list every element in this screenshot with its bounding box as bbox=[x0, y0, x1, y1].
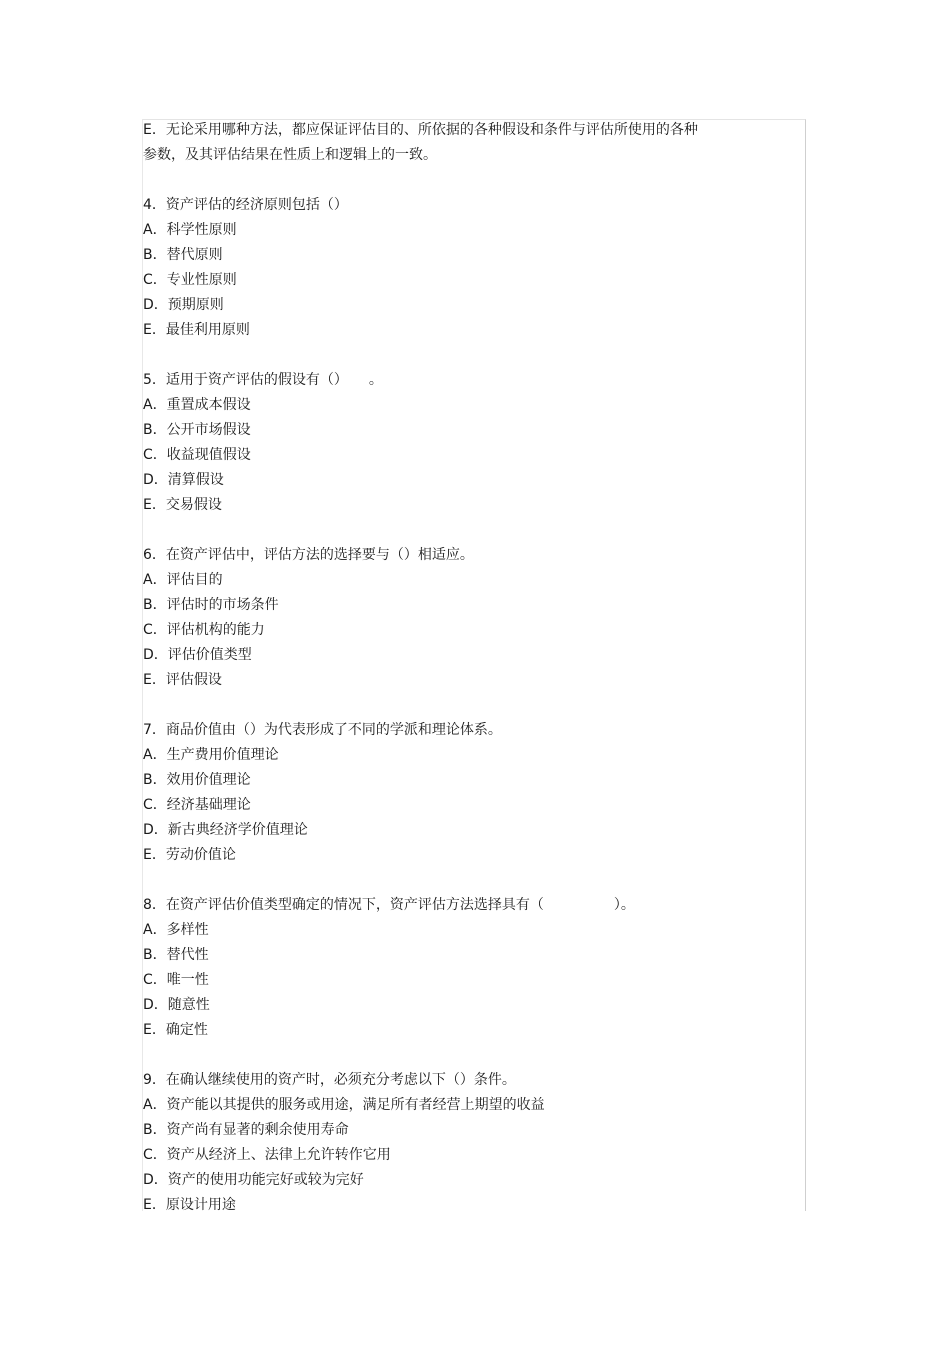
question-stem: 7．商品价值由（）为代表形成了不同的学派和理论体系。 bbox=[143, 722, 502, 738]
option-c: C．唯一性 bbox=[143, 972, 209, 988]
option-a: A．重置成本假设 bbox=[143, 397, 251, 413]
option-e: E．最佳利用原则 bbox=[143, 322, 250, 338]
option-d: D．清算假设 bbox=[143, 472, 224, 488]
option-a: A．多样性 bbox=[143, 922, 209, 938]
option-e: E．原设计用途 bbox=[143, 1197, 236, 1213]
option-e: E．确定性 bbox=[143, 1022, 208, 1038]
question-4 bbox=[143, 193, 783, 343]
option-c: C．资产从经济上、法律上允许转作它用 bbox=[143, 1147, 391, 1163]
option-b: B．公开市场假设 bbox=[143, 422, 251, 438]
option-d: D．随意性 bbox=[143, 997, 210, 1013]
option-e: E．劳动价值论 bbox=[143, 847, 236, 863]
option-b: B．资产尚有显著的剩余使用寿命 bbox=[143, 1122, 349, 1138]
option-d: D．新古典经济学价值理论 bbox=[143, 822, 308, 838]
option-b: B．评估时的市场条件 bbox=[143, 597, 279, 613]
document-body bbox=[143, 118, 783, 1218]
option-a: A．资产能以其提供的服务或用途，满足所有者经营上期望的收益 bbox=[143, 1097, 545, 1113]
option-c: C．经济基础理论 bbox=[143, 797, 251, 813]
question-stem: 8．在资产评估价值类型确定的情况下，资产评估方法选择具有（ ）。 bbox=[143, 897, 635, 913]
option-b: B．效用价值理论 bbox=[143, 772, 251, 788]
option-d: D．资产的使用功能完好或较为完好 bbox=[143, 1172, 364, 1188]
question-8 bbox=[143, 893, 783, 1043]
question-stem: 6．在资产评估中，评估方法的选择要与（）相适应。 bbox=[143, 547, 474, 563]
option-b: B．替代原则 bbox=[143, 247, 223, 263]
option-e: E．评估假设 bbox=[143, 672, 222, 688]
option-d: D．预期原则 bbox=[143, 297, 224, 313]
question-6 bbox=[143, 543, 783, 693]
option-a: A．科学性原则 bbox=[143, 222, 237, 238]
option-a: A．评估目的 bbox=[143, 572, 223, 588]
intro-line-2: 参数，及其评估结果在性质上和逻辑上的一致。 bbox=[143, 147, 437, 163]
option-c: C．评估机构的能力 bbox=[143, 622, 265, 638]
option-a: A．生产费用价值理论 bbox=[143, 747, 279, 763]
option-e: E．交易假设 bbox=[143, 497, 222, 513]
option-b: B．替代性 bbox=[143, 947, 209, 963]
question-stem: 5．适用于资产评估的假设有（） 。 bbox=[143, 372, 383, 388]
option-c: C．收益现值假设 bbox=[143, 447, 251, 463]
option-d: D．评估价值类型 bbox=[143, 647, 252, 663]
question-7 bbox=[143, 718, 783, 868]
question-stem: 9．在确认继续使用的资产时，必须充分考虑以下（）条件。 bbox=[143, 1072, 516, 1088]
intro-line-1: E．无论采用哪种方法，都应保证评估目的、所依据的各种假设和条件与评估所使用的各种 bbox=[143, 122, 698, 138]
option-c: C．专业性原则 bbox=[143, 272, 237, 288]
question-9 bbox=[143, 1068, 783, 1218]
question-stem: 4．资产评估的经济原则包括（） bbox=[143, 197, 348, 213]
question-5 bbox=[143, 368, 783, 518]
